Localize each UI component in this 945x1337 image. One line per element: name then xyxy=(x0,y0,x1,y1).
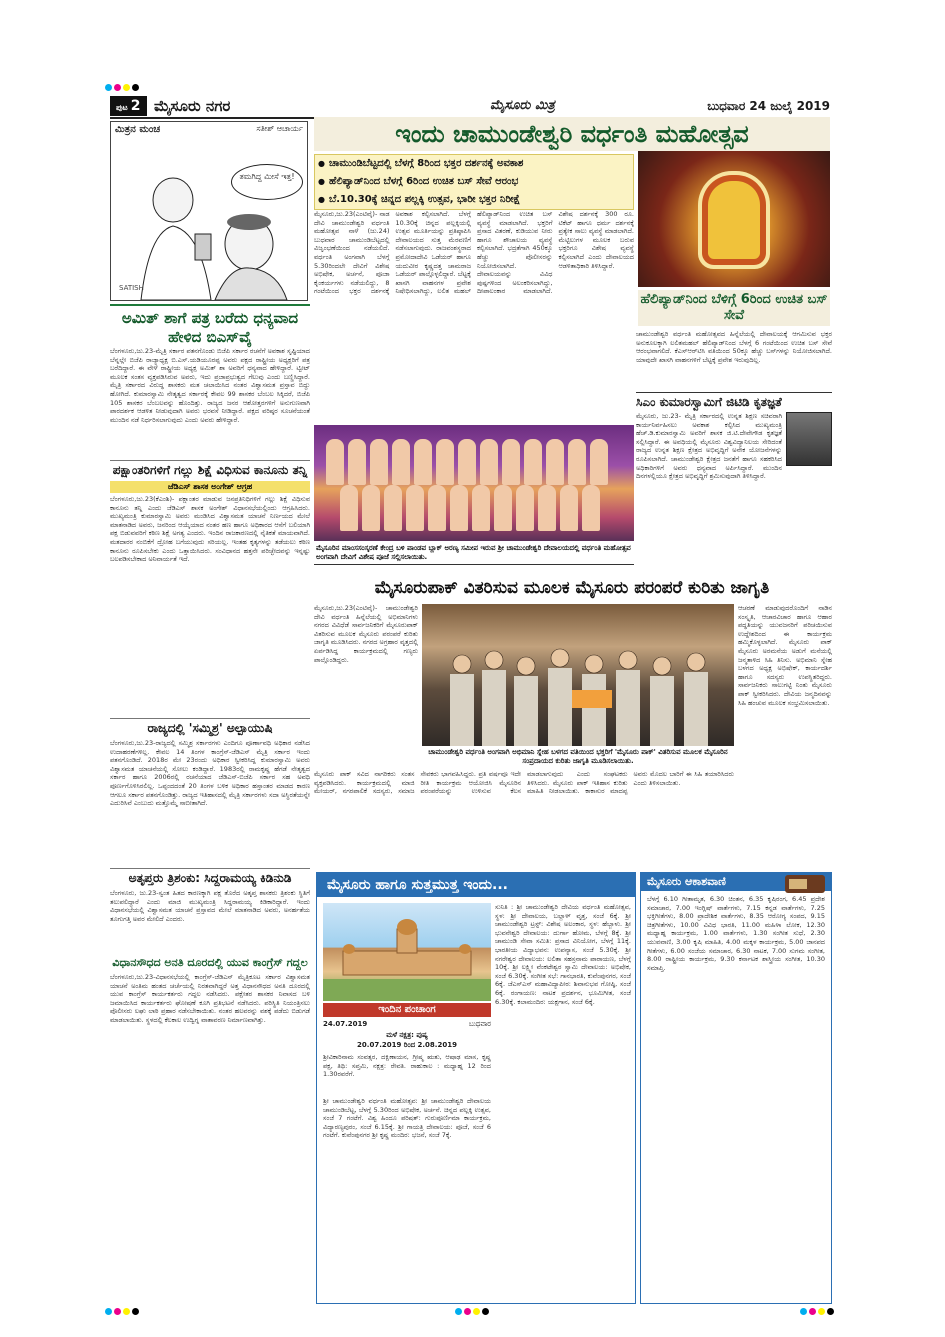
lead-highlights xyxy=(314,154,634,210)
article-defection: ಬೆಂಗಳೂರು,ಜು.23(ಕೆಎಂಶಿ)- ಪಕ್ಷಾಂತರ ಮಾಡುವ ಜನಪ್ರತಿನಿಧಿಗಳಿಗೆ ಗಲ್ಲು ಶಿಕ್ಷೆ ವಿಧಿಸುವ ಕಾನೂನು ತನ್ನಿ ಎಂದು ಜೆಡಿಎಸ್ ಶಾಸಕ ಅಂಗೇಶ್ ವಿಧಾನಸಭೆಯಲ್ಲಿಂದು ಆಗ್ರಹಿಸಿದರು. ಮುಖ್ಯಮಂತ್ರಿ ಕುಮಾರಸ್ವಾಮಿ ಅವರು ಮಂಡಿಸಿದ ವಿಶ್ವಾಸಮತ ಯಾಚನೆ ನಿರ್ಣಯದ ಮೇಲೆ ಮಾತನಾಡಿದ ಅವರು, ಜನರಿಂದ ಆಯ್ಕೆಯಾದ ನಂತರ ಹಣ ಹಾಗೂ ಅಧಿಕಾರದ ಆಸೆಗೆ ಬಲಿಯಾಗಿ ಪಕ್ಷ ಬಿಡುವವರಿಗೆ ಕಠಿಣ ಶಿಕ್ಷೆ ಅಗತ್ಯ ಎಂದರು. ಇಂದಿನ ರಾಜಕಾರಣದಲ್ಲಿ ನೈತಿಕತೆ ಮಾಯವಾಗಿದೆ. ಮತದಾರರ ನಂಬಿಕೆಗೆ ದ್ರೋಹ ಬಗೆಯುವುದು ಸರಿಯಲ್ಲ. ಇಂತಹ ಕೃತ್ಯಗಳನ್ನು ತಡೆಯಲು ಕಠಿಣ ಕಾನೂನು ರೂಪಿಸಬೇಕು ಎಂದು ಒತ್ತಾಯಿಸಿದರು. ಸಂವಿಧಾನದ ಹತ್ತನೇ ಪರಿಚ್ಛೇದವನ್ನು ಇನ್ನಷ್ಟು ಬಲಪಡಿಸಬೇಕಾದ ಅನಿವಾರ್ಯತೆ ಇದೆ. xyxy=(110,495,310,564)
today-events-box xyxy=(316,872,636,1304)
article-siddaramaiah: ಬೆಂಗಳೂರು, ಜು.23-ಸ್ವಂತ ಹಿತದ ಕಾರಣಕ್ಕಾಗಿ ಪಕ್ಷ ತೊರೆದ ಅತೃಪ್ತ ಶಾಸಕರು ತ್ರಿಶಂಕು ಸ್ಥಿತಿಗೆ ತಲುಪಲಿದ್ದಾರೆ ಎಂದು ಮಾಜಿ ಮುಖ್ಯಮಂತ್ರಿ ಸಿದ್ದರಾಮಯ್ಯ ಕಿಡಿಕಾರಿದ್ದಾರೆ. ಇಂದು ವಿಧಾನಸಭೆಯಲ್ಲಿ ವಿಶ್ವಾಸಮತ ಯಾಚನೆ ಪ್ರಸ್ತಾವದ ಮೇಲೆ ಮಾತನಾಡಿದ ಅವರು, ಅನರ್ಹತೆಯ ತೂಗುಗತ್ತಿ ಅವರ ಮೇಲಿದೆ ಎಂದರು. xyxy=(110,889,310,923)
radio-schedule: ಬೆಳಗ್ಗೆ 6.10 ಗೀತಾಮೃತ, 6.30 ಚಿಂತನ, 6.35 ಕೃಷಿರಂಗ, 6.45 ಪ್ರದೇಶ ಸಮಾಚಾರ, 7.00 ಇಂಗ್ಲಿಷ್ ವಾರ್ತೆಗಳು, 7.15 ಕನ್ನಡ ವಾರ್ತೆಗಳು, 7.25 ಭಕ್ತಿಗೀತೆಗಳು, 8.00 ಪ್ರಾದೇಶಿಕ ವಾರ್ತೆಗಳು, 8.35 ಆರೋಗ್ಯ ಸಂಪದ, 9.15 ಚಿತ್ರಗೀತೆಗಳು, 10.00 ವಿವಿಧ ಭಾರತಿ, 11.00 ಮಹಿಳಾ ಲೋಕ, 12.30 ಮಧ್ಯಾಹ್ನ ಕಾರ್ಯಕ್ರಮ, 1.00 ವಾರ್ತೆಗಳು, 1.30 ಸಂಗೀತ ಸುಧೆ, 2.30 ಯುವವಾಣಿ, 3.00 ಕೃಷಿ ಮಾಹಿತಿ, 4.00 ಮಕ್ಕಳ ಕಾರ್ಯಕ್ರಮ, 5.00 ಜಾನಪದ ಗೀತೆಗಳು, 6.00 ಸಂಜೆಯ ಸಮಾಚಾರ, 6.30 ನಾಟಕ, 7.00 ಸುಗಮ ಸಂಗೀತ, 8.00 ರಾಷ್ಟ್ರೀಯ ಕಾರ್ಯಕ್ರಮ, 9.30 ಕರ್ನಾಟಕ ಶಾಸ್ತ್ರೀಯ ಸಂಗೀತ, 10.30 ಸಮಾಪ್ತಿ. xyxy=(647,895,825,972)
idol-icon xyxy=(708,181,760,259)
headline-gtd: ಸಿಎಂ ಕುಮಾರಸ್ವಾಮಿಗೆ ಜಿಟಿಡಿ ಕೃತಜ್ಞತೆ xyxy=(636,392,832,410)
palace-icon xyxy=(323,903,491,1001)
highlight-2: ● ಹೆಲಿಪ್ಯಾಡ್‌ನಿಂದ ಬೆಳಗ್ಗೆ 6ರಿಂದ ಉಚಿತ ಬಸ್ ಸೇವೆ ಆರಂಭ xyxy=(315,173,633,191)
portrait-photo xyxy=(786,412,832,466)
mysorepak-photo xyxy=(422,604,734,746)
article-coalition: ಬೆಂಗಳೂರು,ಜು.23-ರಾಜ್ಯದಲ್ಲಿ ಸಮ್ಮಿಶ್ರ ಸರ್ಕಾರಗಳು ಎಂದಿಗೂ ಪೂರ್ಣಾವಧಿ ಅಧಿಕಾರ ನಡೆಸಿದ ಉದಾಹರಣೆಗಳಿಲ್ಲ. ಕೇವಲ 14 ತಿಂಗಳ ಕಾಂಗ್ರೆಸ್-ಜೆಡಿಎಸ್ ಮೈತ್ರಿ ಸರ್ಕಾರ ಇಂದು ಪತನಗೊಂಡಿದೆ. 2018ರ ಮೇ 23ರಂದು ಅಧಿಕಾರ ಸ್ವೀಕರಿಸಿದ್ದ ಕುಮಾರಸ್ವಾಮಿ ಅವರು ವಿಶ್ವಾಸಮತ ಯಾಚನೆಯಲ್ಲಿ ಸೋಲು ಕಂಡಿದ್ದಾರೆ. 1983ರಲ್ಲಿ ರಾಮಕೃಷ್ಣ ಹೆಗಡೆ ನೇತೃತ್ವದ ಸರ್ಕಾರ ಹಾಗೂ 2006ರಲ್ಲಿ ರಚನೆಯಾದ ಜೆಡಿಎಸ್-ಬಿಜೆಪಿ ಸರ್ಕಾರ ಸಹ ಅವಧಿ ಪೂರ್ಣಗೊಳಿಸಿರಲಿಲ್ಲ. ಒಪ್ಪಂದದಂತೆ 20 ತಿಂಗಳ ಬಳಿಕ ಅಧಿಕಾರ ಹಸ್ತಾಂತರ ಮಾಡದ ಕಾರಣ ಆಗಲೂ ಸರ್ಕಾರ ಪತನಗೊಂಡಿತ್ತು. ರಾಜ್ಯದ ಇತಿಹಾಸದಲ್ಲಿ ಮೈತ್ರಿ ಸರ್ಕಾರಗಳು ಸದಾ ಅಸ್ಥಿರತೆಯನ್ನೇ ಎದುರಿಸಿವೆ ಎಂಬುದು ಮತ್ತೊಮ್ಮೆ ಸಾಬೀತಾಗಿದೆ. xyxy=(110,739,310,808)
headline-siddaramaiah: ಅತೃಪ್ತರು ತ್ರಿಶಂಕು: ಸಿದ್ದರಾಮಯ್ಯ ಕಿಡಿನುಡಿ xyxy=(110,868,310,886)
subheadline-jds: ಜೆಡಿಎಸ್ ಶಾಸಕ ಅಂಗೇಶ್ ಆಗ್ರಹ xyxy=(110,481,310,493)
headline-youth-congress: ವಿಧಾನಸೌಧದ ಅನತಿ ದೂರದಲ್ಲಿ ಯುವ ಕಾಂಗ್ರೆಸ್ ಗದ್ದಲ xyxy=(112,956,308,969)
radio-schedule-box xyxy=(640,872,832,1304)
page-number: ಪುಟ 2 xyxy=(110,96,147,116)
article-youth-congress: ಬೆಂಗಳೂರು,ಜು.23-ವಿಧಾನಸಭೆಯಲ್ಲಿ ಕಾಂಗ್ರೆಸ್-ಜೆಡಿಎಸ್ ಮೈತ್ರಿಕೂಟ ಸರ್ಕಾರ ವಿಶ್ವಾಸಮತ ಯಾಚನೆ ಅಂತಿಮ ಹಂತದ ಚರ್ಚೆಯಲ್ಲಿ ನಿರತವಾಗಿದ್ದರೆ ಅತ್ತ ವಿಧಾನಸೌಧದ ಅನತಿ ದೂರದಲ್ಲಿ ಯುವ ಕಾಂಗ್ರೆಸ್ ಕಾರ್ಯಕರ್ತರು ಗದ್ದಲ ನಡೆಸಿದರು. ಪಕ್ಷೇತರ ಶಾಸಕರ ನಿವಾಸದ ಬಳಿ ಜಮಾಯಿಸಿದ ಕಾರ್ಯಕರ್ತರು ಘೋಷಣೆ ಕೂಗಿ ಪ್ರತಿಭಟನೆ ನಡೆಸಿದರು. ಪರಿಸ್ಥಿತಿ ನಿಯಂತ್ರಿಸಲು ಪೊಲೀಸರು ಲಘು ಲಾಠಿ ಪ್ರಹಾರ ನಡೆಸಬೇಕಾಯಿತು. ನಂತರ ಹಲವರನ್ನು ವಶಕ್ಕೆ ಪಡೆದು ಬಿಡುಗಡೆ ಮಾಡಲಾಯಿತು. ಸ್ಥಳದಲ್ಲಿ ಕೆಲಕಾಲ ಉದ್ವಿಗ್ನ ವಾತಾವರಣ ನಿರ್ಮಾಣವಾಗಿತ್ತು. xyxy=(110,973,310,1024)
panchanga-range: 20.07.2019 ರಿಂದ 2.08.2019 xyxy=(357,1041,457,1049)
lead-headline: ಇಂದು ಚಾಮುಂಡೇಶ್ವರಿ ವರ್ಧಂತಿ ಮಹೋತ್ಸವ xyxy=(314,117,830,151)
headline-bsy: ಅಮಿತ್ ಶಾಗೆ ಪತ್ರ ಬರೆದು ಧನ್ಯವಾದ ಹೇಳಿದ ಬಿಎಸ್‌ವೈ xyxy=(110,304,310,347)
bus-service-headline: ಹೆಲಿಪ್ಯಾಡ್‌ನಿಂದ ಬೆಳಿಗ್ಗೆ 6ರಿಂದ ಉಚಿತ ಬಸ್ ಸೇವೆ xyxy=(638,290,830,326)
gtd-article-text: ಮೈಸೂರು, ಜು.23- ಮೈತ್ರಿ ಸರ್ಕಾರದಲ್ಲಿ ಉನ್ನತ ಶಿಕ್ಷಣ ಸಚಿವರಾಗಿ ಕಾರ್ಯನಿರ್ವಹಿಸಲು ಅವಕಾಶ ಕಲ್ಪಿಸಿದ ಮುಖ್ಯಮಂತ್ರಿ ಹೆಚ್.ಡಿ.ಕುಮಾರಸ್ವಾಮಿ ಅವರಿಗೆ ಶಾಸಕ ಜಿ.ಟಿ.ದೇವೇಗೌಡ ಕೃತಜ್ಞತೆ ಸಲ್ಲಿಸಿದ್ದಾರೆ. ಈ ಅವಧಿಯಲ್ಲಿ ಮೈಸೂರು ವಿಶ್ವವಿದ್ಯಾನಿಲಯ ಸೇರಿದಂತೆ ರಾಜ್ಯದ ಉನ್ನತ ಶಿಕ್ಷಣ ಕ್ಷೇತ್ರದ ಅಭಿವೃದ್ಧಿಗೆ ಅನೇಕ ಯೋಜನೆಗಳನ್ನು ರೂಪಿಸಲಾಗಿದೆ. ಚಾಮುಂಡೇಶ್ವರಿ ಕ್ಷೇತ್ರದ ಜನತೆಗೆ ಹಾಗೂ ಸಹಕರಿಸಿದ ಅಧಿಕಾರಿಗಳಿಗೆ ಅವರು ಧನ್ಯವಾದ ಅರ್ಪಿಸಿದ್ದಾರೆ. ಮುಂದಿನ ದಿನಗಳಲ್ಲಿಯೂ ಕ್ಷೇತ್ರದ ಅಭಿವೃದ್ಧಿಗೆ ಶ್ರಮಿಸುವುದಾಗಿ ತಿಳಿಸಿದ್ದಾರೆ. xyxy=(636,412,782,481)
cartoon-byline: ಸತೀಶ್ ಆಚಾರ್ಯ xyxy=(256,124,303,133)
svg-text:SATISH: SATISH xyxy=(119,284,144,292)
mysorepak-article-bottom: ಮೈಸೂರು ಪಾಕ್ ಸವಿದ ನಾಗರಿಕರು ಸಂತಸ ವ್ಯಕ್ತಪಡಿಸಿದರು. ಕಾರ್ಯಕ್ರಮದಲ್ಲಿ ಮಾಜಿ ಮೇಯರ್, ನಗರಪಾಲಿಕೆ ಸದಸ್ಯರು, ಸಮಾಜ ಸೇವಕರು ಭಾಗವಹಿಸಿದ್ದರು. ಪ್ರತಿ ವರ್ಷವೂ ಇದೇ ರೀತಿ ಕಾರ್ಯಕ್ರಮ ಆಯೋಜಿಸಿ ಮೈಸೂರಿನ ಪರಂಪರೆಯನ್ನು ಉಳಿಸುವ ಕೆಲಸ ಮಾಡಲಾಗುವುದು ಎಂದು ಸಂಘಟಕರು ತಿಳಿಸಿದರು. ಮೈಸೂರು ಪಾಕ್ ಇತಿಹಾಸ ಕುರಿತು ಮಾಹಿತಿ ನೀಡಲಾಯಿತು. ಕಾಕಾಸುರ ಮಾದಪ್ಪ ಅವರು ಮೊದಲ ಬಾರಿಗೆ ಈ ಸಿಹಿ ತಯಾರಿಸಿದರು ಎಂದು ತಿಳಿಸಲಾಯಿತು. xyxy=(314,770,734,796)
speech-bubble: ತಮಗಿದ್ದ ಮೀಸೆ ಇತ್ತ! xyxy=(231,164,303,200)
radio-heading: ಮೈಸೂರು ಆಕಾಶವಾಣಿ xyxy=(641,873,831,891)
radio-set-icon xyxy=(785,875,825,893)
highlight-1: ● ಚಾಮುಂಡಿಬೆಟ್ಟದಲ್ಲಿ ಬೆಳಗ್ಗೆ 8ರಿಂದ ಭಕ್ತರ ದರ್ಶನಕ್ಕೆ ಅವಕಾಶ xyxy=(315,155,633,173)
article-bsy: ಬೆಂಗಳೂರು,ಜು.23-ಮೈತ್ರಿ ಸರ್ಕಾರ ಪತನಗೊಂಡು ಬಿಜೆಪಿ ಸರ್ಕಾರ ರಚನೆಗೆ ಅವಕಾಶ ಸೃಷ್ಟಿಯಾದ ಬೆನ್ನಲ್ಲೇ ಬಿಜೆಪಿ ರಾಜ್ಯಾಧ್ಯಕ್ಷ ಬಿ.ಎಸ್.ಯಡಿಯೂರಪ್ಪ ಅವರು ಪಕ್ಷದ ರಾಷ್ಟ್ರೀಯ ಅಧ್ಯಕ್ಷರಿಗೆ ಪತ್ರ ಬರೆದಿದ್ದಾರೆ. ಈ ವೇಳೆ ರಾಷ್ಟ್ರೀಯ ಅಧ್ಯಕ್ಷ ಅಮಿತ್ ಶಾ ಅವರಿಗೆ ಧನ್ಯವಾದ ಹೇಳಿದ್ದಾರೆ. ಟ್ವೀಟ್ ಮೂಲಕ ಸಂತಸ ವ್ಯಕ್ತಪಡಿಸಿರುವ ಅವರು, ಇದು ಪ್ರಜಾಪ್ರಭುತ್ವದ ಗೆಲುವು ಎಂದು ಬಣ್ಣಿಸಿದ್ದಾರೆ. ಮೈತ್ರಿ ಸರ್ಕಾರದ ವಿರುದ್ಧ ಶಾಸಕರು ಮತ ಚಲಾಯಿಸಿದ ನಂತರ ವಿಶ್ವಾಸಮತ ಪ್ರಸ್ತಾವ ಬಿದ್ದು ಹೋಗಿದೆ. ಕುಮಾರಸ್ವಾಮಿ ನೇತೃತ್ವದ ಸರ್ಕಾರಕ್ಕೆ ಕೇವಲ 99 ಶಾಸಕರ ಬೆಂಬಲ ಸಿಕ್ಕಿದರೆ, ಬಿಜೆಪಿ 105 ಶಾಸಕರ ಬೆಂಬಲವನ್ನು ಹೊಂದಿತ್ತು. ರಾಜ್ಯದ ಜನರ ಆಶೋತ್ತರಗಳಿಗೆ ಅನುಗುಣವಾಗಿ ಪಾರದರ್ಶಕ ಆಡಳಿತ ನೀಡುವುದಾಗಿ ಅವರು ಭರವಸೆ ನೀಡಿದ್ದಾರೆ. ಪಕ್ಷದ ವರಿಷ್ಠರ ಸೂಚನೆಯಂತೆ ಮುಂದಿನ ನಡೆ ನಿರ್ಧರಿಸಲಾಗುವುದು ಎಂದು ಅವರು ಹೇಳಿದ್ದಾರೆ. xyxy=(110,347,310,424)
registration-marks-top xyxy=(105,84,141,94)
goddess-photo xyxy=(638,151,830,287)
mysorepak-article-left: ಮೈಸೂರು,ಜು.23(ಎಂಟಿವೈ)- ಚಾಮುಂಡೇಶ್ವರಿ ದೇವಿ ವರ್ಧಂತಿ ಹಿನ್ನೆಲೆಯಲ್ಲಿ ಅಭಿಮಾನಿಗಳು ನಗರದ ವಿವಿಧೆಡೆ ಸಾರ್ವಜನಿಕರಿಗೆ ಮೈಸೂರುಪಾಕ್ ವಿತರಿಸುವ ಮೂಲಕ ಮೈಸೂರು ಪರಂಪರೆ ಕುರಿತು ಜಾಗೃತಿ ಮೂಡಿಸಿದರು. ನಗರದ ಅಗ್ರಹಾರ ವೃತ್ತದಲ್ಲಿ ಏರ್ಪಡಿಸಿದ್ದ ಕಾರ್ಯಕ್ರಮದಲ್ಲಿ ಗಣ್ಯರು ಪಾಲ್ಗೊಂಡಿದ್ದರು. xyxy=(314,604,418,664)
events-right: ಸುನಿತಿ : ಶ್ರೀ ಚಾಮುಂಡೇಶ್ವರಿ ದೇವಿಯ ವರ್ಧಂತಿ ಮಹೋತ್ಸವ, ಸ್ಥಳ: ಶ್ರೀ ದೇವಾಲಯ, ಬಲ್ಲಾಳ್ ವೃತ್ತ, ಸಂಜೆ 6ಕ್ಕೆ. ಶ್ರೀ ಚಾಮುಂಡೇಶ್ವರಿ ಟ್ರಸ್ಟ್: ವಿಶೇಷ ಅಲಂಕಾರ, ಸ್ಥಳ: ಹೆಬ್ಬಾಳು. ಶ್ರೀ ಭುವನೇಶ್ವರಿ ದೇವಾಲಯ: ದುರ್ಗಾ ಹೋಮ, ಬೆಳಗ್ಗೆ 8ಕ್ಕೆ. ಶ್ರೀ ಚಾಮುಂಡಿ ಸೇವಾ ಸಮಿತಿ: ಪ್ರಸಾದ ವಿನಿಯೋಗ, ಬೆಳಗ್ಗೆ 11ಕ್ಕೆ. ಭಾರತೀಯ ವಿದ್ಯಾಭವನ: ಉಪನ್ಯಾಸ, ಸಂಜೆ 5.30ಕ್ಕೆ. ಶ್ರೀ ನಗರೇಶ್ವರ ದೇವಾಲಯ: ಲಲಿತಾ ಸಹಸ್ರನಾಮ ಪಾರಾಯಣ, ಬೆಳಗ್ಗೆ 10ಕ್ಕೆ. ಶ್ರೀ ಲಕ್ಷ್ಮೀ ವೆಂಕಟೇಶ್ವರ ಸ್ವಾಮಿ ದೇವಾಲಯ: ಅಭಿಷೇಕ, ಸಂಜೆ 6.30ಕ್ಕೆ. ಸಂಗೀತ ಸಭೆ: ಗಾನಭಾರತಿ, ಕುವೆಂಪುನಗರ, ಸಂಜೆ 6ಕ್ಕೆ. ಜೆಎಸ್‌ಎಸ್ ಮಹಾವಿದ್ಯಾಪೀಠ: ಶಿವಾನುಭವ ಗೋಷ್ಠಿ, ಸಂಜೆ 6ಕ್ಕೆ. ರಂಗಾಯಣ: ನಾಟಕ ಪ್ರದರ್ಶನ, ಭೂಮಿಗೀತ, ಸಂಜೆ 6.30ಕ್ಕೆ. ಕಲಾಮಂದಿರ: ಯಕ್ಷಗಾನ, ಸಂಜೆ 6ಕ್ಕೆ. xyxy=(495,903,631,1006)
panchanga-nakshatra: ಮಳೆ ನಕ್ಷತ್ರ: ಪುಷ್ಯ xyxy=(386,1031,428,1039)
group-photo xyxy=(314,425,634,541)
registration-marks-bottom xyxy=(455,1308,491,1318)
panchanga-date-row xyxy=(323,1019,491,1029)
panchanga-day: ಬುಧವಾರ xyxy=(468,1020,491,1028)
palace-photo xyxy=(323,903,491,1001)
cartoon-panel xyxy=(110,121,308,301)
crowd-icon xyxy=(422,604,734,746)
group-row-back xyxy=(324,439,610,489)
left-column xyxy=(110,304,310,1099)
headline-defection: ಪಕ್ಷಾಂತರಿಗಳಿಗೆ ಗಲ್ಲು ಶಿಕ್ಷೆ ವಿಧಿಸುವ ಕಾನೂನು ತನ್ನಿ xyxy=(110,460,310,478)
highlight-3: ● ಬೆ.10.30ಕ್ಕೆ ಚಿನ್ನದ ಪಲ್ಲಕ್ಕಿ ಉತ್ಸವ, ಭಾರೀ ಭಕ್ತರ ನಿರೀಕ್ಷೆ xyxy=(315,191,633,209)
today-events-heading: ಮೈಸೂರು ಹಾಗೂ ಸುತ್ತಮುತ್ತ ಇಂದು... xyxy=(317,873,635,897)
cartoon-title: ಮಿತ್ರನ ಮಂಚ xyxy=(115,124,161,135)
mysorepak-article-right: ಆಚರಣೆ ಮಾಡುವುದರೊಂದಿಗೆ ನಾಡಿನ ಸಂಸ್ಕೃತಿ, ಆಚಾರವಿಚಾರ ಹಾಗೂ ಆಹಾರ ಪದ್ಧತಿಯನ್ನು ಯುವಜನರಿಗೆ ಪರಿಚಯಿಸುವ ಉದ್ದೇಶದಿಂದ ಈ ಕಾರ್ಯಕ್ರಮ ಹಮ್ಮಿಕೊಳ್ಳಲಾಗಿದೆ. ಮೈಸೂರು ಪಾಕ್ ಮೈಸೂರು ಅರಮನೆಯ ಅಡುಗೆ ಮನೆಯಲ್ಲಿ ಜನ್ಮತಾಳಿದ ಸಿಹಿ ತಿನಿಸು. ಅಭಿಮಾನಿ ಸ್ನೇಹ ಬಳಗದ ಅಧ್ಯಕ್ಷ ಅಭಿಷೇಕ್, ಕಾರ್ಯದರ್ಶಿ ಹಾಗೂ ಸದಸ್ಯರು ಉಪಸ್ಥಿತರಿದ್ದರು. ಸಾರ್ವಜನಿಕರು ಸಾಲುಗಟ್ಟಿ ನಿಂತು ಮೈಸೂರು ಪಾಕ್ ಸ್ವೀಕರಿಸಿದರು. ದೇವಿಯ ಜನ್ಮದಿನವನ್ನು ಸಿಹಿ ಹಂಚುವ ಮೂಲಕ ಸಂಭ್ರಮಿಸಲಾಯಿತು. xyxy=(738,604,832,707)
masthead: ಮೈಸೂರು ಮಿತ್ರ xyxy=(490,98,555,113)
panchanga-body: ಶ್ರೀವಿಕಾರಿನಾಮ ಸಂವತ್ಸರ, ದಕ್ಷಿಣಾಯನ, ಗ್ರೀಷ್ಮ ಋತು, ಆಷಾಢ ಮಾಸ, ಕೃಷ್ಣ ಪಕ್ಷ, ತಿಥಿ: ಸಪ್ತಮಿ, ನಕ್ಷತ್ರ: ರೇವತಿ. ರಾಹುಕಾಲ : ಮಧ್ಯಾಹ್ನ 12 ರಿಂದ 1.30ರವರೆಗೆ. xyxy=(323,1053,491,1079)
headline-coalition: ರಾಜ್ಯದಲ್ಲಿ 'ಸಮ್ಮಿಶ್ರ' ಅಲ್ಪಾಯುಷಿ xyxy=(110,718,310,736)
cartoon-drawing-icon xyxy=(111,122,307,300)
mysorepak-photo-caption: ಚಾಮುಂಡೇಶ್ವರಿ ವರ್ಧಂತಿ ಅಂಗವಾಗಿ ಅಭಿಮಾನಿ ಸ್ನೇಹ ಬಳಗದ ವತಿಯಿಂದ ಭಕ್ತರಿಗೆ 'ಮೈಸೂರು ಪಾಕ್' ವಿತರಿಸುವ ಮೂಲಕ ಮೈಸೂರಿನ ಸಂಪ್ರದಾಯದ ಕುರಿತು ಜಾಗೃತಿ ಮೂಡಿಸಲಾಯಿತು. xyxy=(428,748,728,765)
page-header xyxy=(110,96,830,116)
bus-service-article: ಚಾಮುಂಡೇಶ್ವರಿ ವರ್ಧಂತಿ ಮಹೋತ್ಸವದ ಹಿನ್ನೆಲೆಯಲ್ಲಿ ದೇವಾಲಯಕ್ಕೆ ಆಗಮಿಸುವ ಭಕ್ತರ ಅನುಕೂಲಕ್ಕಾಗಿ ಲಲಿತಮಹಲ್ ಹೆಲಿಪ್ಯಾಡ್‌ನಿಂದ ಬೆಳಗ್ಗೆ 6 ಗಂಟೆಯಿಂದ ಉಚಿತ ಬಸ್ ಸೇವೆ ಆರಂಭವಾಗಲಿದೆ. ಕೆಎಸ್‌ಆರ್‌ಟಿಸಿ ವತಿಯಿಂದ 50ಕ್ಕೂ ಹೆಚ್ಚು ಬಸ್‌ಗಳನ್ನು ನಿಯೋಜಿಸಲಾಗಿದೆ. ಯಾವುದೇ ಖಾಸಗಿ ವಾಹನಗಳಿಗೆ ಬೆಟ್ಟಕ್ಕೆ ಪ್ರವೇಶ ಇರುವುದಿಲ್ಲ. xyxy=(636,330,832,364)
registration-marks-bottom-right xyxy=(800,1308,836,1318)
events-left: ಶ್ರೀ ಚಾಮುಂಡೇಶ್ವರಿ ವರ್ಧಂತಿ ಮಹೋತ್ಸವ: ಶ್ರೀ ಚಾಮುಂಡೇಶ್ವರಿ ದೇವಾಲಯ ಚಾಮುಂಡಿಬೆಟ್ಟ, ಬೆಳಗ್ಗೆ 5.30ರಿಂದ ಅಭಿಷೇಕ, ಅರ್ಚನೆ. ಚಿನ್ನದ ಪಲ್ಲಕ್ಕಿ ಉತ್ಸವ, ಸಂಜೆ 7 ಗಂಟೆಗೆ. ವಿಶ್ವ ಹಿಂದೂ ಪರಿಷತ್: ಗುರುಪೂರ್ಣಿಮಾ ಕಾರ್ಯಕ್ರಮ, ವಿದ್ಯಾರಣ್ಯಪುರಂ, ಸಂಜೆ 6.15ಕ್ಕೆ. ಶ್ರೀ ಗಾಯತ್ರಿ ದೇವಾಲಯ: ಪೂಜೆ, ಸಂಜೆ 6 ಗಂಟೆಗೆ. ಕುವೆಂಪುನಗರ ಶ್ರೀ ಕೃಷ್ಣ ಮಂದಿರ: ಭಜನೆ, ಸಂಜೆ 7ಕ್ಕೆ. xyxy=(323,1097,491,1140)
group-photo-caption: ಮೈಸೂರಿನ ಮಾಂಸಸಂಸ್ಕರಣೆ ಕೇಂದ್ರ ಬಳಿ ಪಾಂಡವ ಬ್ಲಾಕ್ ಅರಣ್ಯ ಸಮೀಪ ಇರುವ ಶ್ರೀ ಚಾಮುಂಡೇಶ್ವರಿ ದೇವಾಲಯದಲ್ಲಿ ವರ್ಧಂತಿ ಮಹೋತ್ಸವ ಅಂಗವಾಗಿ ದೇವಿಗೆ ವಿಶೇಷ ಪೂಜೆ ಸಲ್ಲಿಸಲಾಯಿತು. xyxy=(314,542,634,565)
gtd-article xyxy=(636,412,832,574)
headline-mysorepak: ಮೈಸೂರುಪಾಕ್ ವಿತರಿಸುವ ಮೂಲಕ ಮೈಸೂರು ಪರಂಪರೆ ಕುರಿತು ಜಾಗೃತಿ xyxy=(374,578,770,598)
lead-article: ಮೈಸೂರು,ಜು.23(ಎಂಟಿವೈ)- ನಾಡ ದೇವಿ ಚಾಮುಂಡೇಶ್ವರಿ ವರ್ಧಂತಿ ಮಹೋತ್ಸವ ನಾಳೆ (ಜು.24) ಬುಧವಾರ ಚಾಮುಂಡಿಬೆಟ್ಟದಲ್ಲಿ ವಿಜೃಂಭಣೆಯಿಂದ ನಡೆಯಲಿದೆ. ವರ್ಧಂತಿ ಅಂಗವಾಗಿ ಬೆಳಗ್ಗೆ 5.30ರಿಂದಲೇ ದೇವಿಗೆ ವಿಶೇಷ ಅಭಿಷೇಕ, ಅರ್ಚನೆ, ಪೂಜಾ ಕೈಂಕರ್ಯಗಳು ನಡೆಯಲಿದ್ದು, 8 ಗಂಟೆಯಿಂದ ಭಕ್ತರ ದರ್ಶನಕ್ಕೆ ಅವಕಾಶ ಕಲ್ಪಿಸಲಾಗಿದೆ. ಬೆಳಗ್ಗೆ 10.30ಕ್ಕೆ ಚಿನ್ನದ ಪಲ್ಲಕ್ಕಿಯಲ್ಲಿ ಉತ್ಸವ ಮೂರ್ತಿಯನ್ನು ಪ್ರತಿಷ್ಠಾಪಿಸಿ ದೇವಾಲಯದ ಸುತ್ತ ಮೆರವಣಿಗೆ ನಡೆಸಲಾಗುವುದು. ರಾಜವಂಶಸ್ಥರಾದ ಪ್ರಮೋದಾದೇವಿ ಒಡೆಯರ್ ಹಾಗೂ ಯದುವೀರ ಕೃಷ್ಣದತ್ತ ಚಾಮರಾಜ ಒಡೆಯರ್ ಪಾಲ್ಗೊಳ್ಳಲಿದ್ದಾರೆ. ಬೆಟ್ಟಕ್ಕೆ ಖಾಸಗಿ ವಾಹನಗಳ ಪ್ರವೇಶ ನಿಷೇಧಿಸಲಾಗಿದ್ದು, ಲಲಿತ ಮಹಲ್ ಹೆಲಿಪ್ಯಾಡ್‌ನಿಂದ ಉಚಿತ ಬಸ್ ವ್ಯವಸ್ಥೆ ಮಾಡಲಾಗಿದೆ. ಭಕ್ತರಿಗೆ ಪ್ರಸಾದ ವಿತರಣೆ, ಕುಡಿಯುವ ನೀರು ಹಾಗೂ ಶೌಚಾಲಯ ವ್ಯವಸ್ಥೆ ಕಲ್ಪಿಸಲಾಗಿದೆ. ಭದ್ರತೆಗಾಗಿ 450ಕ್ಕೂ ಹೆಚ್ಚು ಪೊಲೀಸರನ್ನು ನಿಯೋಜಿಸಲಾಗಿದೆ. ದೇವಾಲಯವನ್ನು ವಿವಿಧ ಪುಷ್ಪಗಳಿಂದ ಅಲಂಕರಿಸಲಾಗಿದ್ದು, ದೀಪಾಲಂಕಾರ ಮಾಡಲಾಗಿದೆ. ವಿಶೇಷ ದರ್ಶನಕ್ಕೆ 300 ರೂ. ಟಿಕೆಟ್ ಹಾಗೂ ಧರ್ಮ ದರ್ಶನಕ್ಕೆ ಪ್ರತ್ಯೇಕ ಸಾಲು ವ್ಯವಸ್ಥೆ ಮಾಡಲಾಗಿದೆ. ಮೆಟ್ಟಿಲುಗಳ ಮೂಲಕ ಬರುವ ಭಕ್ತರಿಗೂ ವಿಶೇಷ ವ್ಯವಸ್ಥೆ ಕಲ್ಪಿಸಲಾಗಿದೆ ಎಂದು ದೇವಾಲಯದ ಆಡಳಿತಾಧಿಕಾರಿ ತಿಳಿಸಿದ್ದಾರೆ. xyxy=(314,210,634,296)
group-row-front xyxy=(338,485,602,535)
panchanga-title: ಇಂದಿನ ಪಂಚಾಂಗ xyxy=(323,1003,491,1017)
issue-date: ಬುಧವಾರ 24 ಜುಲೈ 2019 xyxy=(707,99,830,113)
registration-marks-bottom-left xyxy=(105,1308,141,1318)
section-title: ಮೈಸೂರು ನಗರ xyxy=(154,97,231,115)
panchanga-date: 24.07.2019 xyxy=(323,1020,368,1028)
